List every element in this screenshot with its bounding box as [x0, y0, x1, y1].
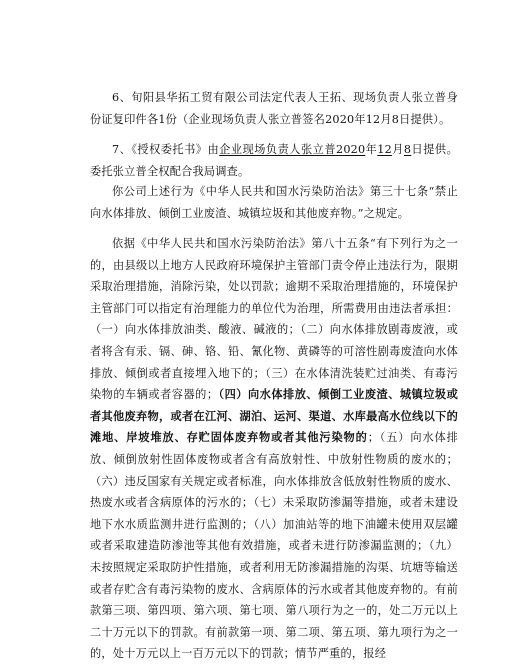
violation-statement-text: 你公司上述行为《中华人民共和国水污染防治法》第三十七条“禁止向水体排放、倾倒工业废渣、城镇垃圾和其他废弃物。”之规定。	[90, 185, 458, 220]
paragraph-7-text-c: 月	[391, 143, 404, 156]
paragraph-7-text-d: 日提供。委托张立普全权配合我局调查。	[90, 143, 458, 178]
violation-statement-paragraph	[90, 181, 458, 224]
legal-basis-paragraph	[90, 233, 458, 665]
paragraph-7-text-a: 7、《授权委托书》由	[112, 143, 220, 156]
legal-basis-bold-clause: （四）向水体排放、倾倒工业废渣、城镇垃圾或者其他废弃物，或者在江河、湖泊、运河、渠道、水库最高水位线以下的滩地、岸坡堆放、存贮固体废弃物或者其他污染物的	[90, 387, 458, 445]
paragraph-7-underlined-signer: 企业现场负责人张立普2020	[219, 143, 366, 156]
paragraph-6-text: 6、旬阳县华拓工贸有限公司法定代表人王拓、现场负责人张立普身份证复印件各1份（企业现场负责人张立普签名2020年12月8日提供）。	[90, 91, 458, 126]
legal-basis-text-b: ；（五）向水体排放、倾倒放射性固体废物或者含有高放射性、中放射性物质的废水的；（六）违反国家有关规定或者标准，向水体排放含低放射性物质的废水、热废水或者含病原体的污水的；（七）未采取防渗漏等措施，或者未建设地下水水质监测井进行监测的；（八）加油站等的地下油罐未使用双层罐或者采取建造防渗池等其他有效措施，或者未进行防渗漏监测的；（九）未按照规定采取防护性措施，或者利用无防渗漏措施的沟渠、坑塘等输送或者存贮含有毒污染物的废水、含病原体的污水或者其他废弃物的。有前款第三项、第四项、第六项、第七项、第八项行为之一的，处二万元以上二十万元以下的罚款。有前款第一项、第二项、第五项、第九项行为之一的，处十万元以上一百万元以下的罚款；情节严重的，报经	[90, 431, 458, 661]
paragraph-7-underlined-month: 12	[377, 143, 392, 156]
paragraph-7-underlined-day: 8	[403, 143, 412, 156]
legal-basis-text-a: 依据《中华人民共和国水污染防治法》第八十五条“有下列行为之一的，由县级以上地方人民政府环境保护主管部门责令停止违法行为，限期采取治理措施，消除污染，处以罚款；逾期不采取治理措施的，环境保护主管部门可以指定有治理能力的单位代为治理，所需费用由违法者承担：（一）向水体排放油类、酸液、碱液的；（二）向水体排放剧毒废液，或者将含有汞、镉、砷、铬、铅、氰化物、黄磷等的可溶性剧毒废渣向水体排放、倾倒或者直接埋入地下的；（三）在水体清洗装贮过油类、有毒污染物的车辆或者容器的；	[90, 237, 458, 402]
paragraph-item-7	[90, 139, 458, 182]
paragraph-7-text-b: 年	[365, 143, 378, 156]
paragraph-item-6	[90, 87, 458, 130]
